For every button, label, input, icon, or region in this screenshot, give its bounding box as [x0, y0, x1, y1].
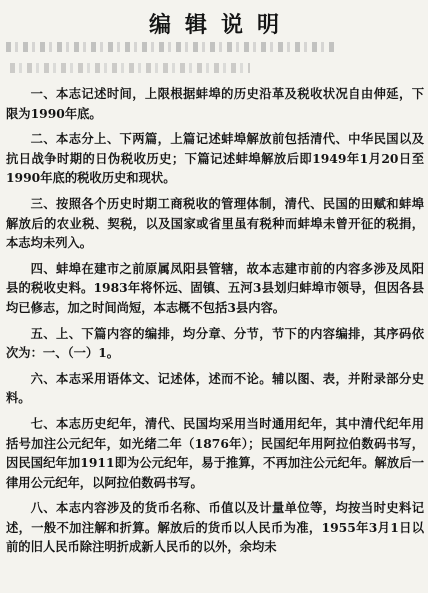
paragraph-7: 七、本志历史纪年，清代、民国均采用当时通用纪年，其中清代纪年用括号加注公元纪年，如光绪二年（1876年）；民国纪年用阿拉伯数码书写，因民国纪年加1911即为公元纪年，易于推算，不再加注公元纪年。解放后一律用公元纪年，以阿拉伯数码书写。 [6, 415, 424, 490]
paragraph-4: 四、蚌埠在建市之前原属凤阳县管辖，故本志建市前的内容多涉及凤阳县的税收史料。1983年将怀远、固镇、五河3县划归蚌埠市领导，但因各县均已修志，加之时间尚短，本志概不包括3县内容。 [6, 260, 424, 315]
paragraph-8: 八、本志内容涉及的货币名称、币值以及计量单位等，均按当时史料记述，一般不加注解和折算。解放后的货币以人民币为准，1955年3月1日以前的旧人民币除注明折成新人民币的以外，余均未 [6, 500, 424, 555]
paragraph-3: 三、按照各个历史时期工商税收的管理体制，清代、民国的田赋和蚌埠解放后的农业税、契税，以及国家或省里虽有税种而蚌埠未曾开征的税捐，本志均未列入。 [6, 195, 424, 251]
document-body [6, 84, 424, 557]
paragraph-6: 六、本志采用语体文、记述体，述而不论。辅以图、表，并附录部分史料。 [6, 370, 424, 406]
paragraph-1: 一、本志记述时间，上限根据蚌埠的历史沿革及税收状况自由伸延，下限为1990年底。 [6, 86, 424, 121]
paragraph-2: 二、本志分上、下两篇，上篇记述蚌埠解放前包括清代、中华民国以及抗日战争时期的日伪税收历史；下篇记述蚌埠解放后即1949年1月20日至1990年底的税收历史和现状。 [6, 131, 424, 186]
document-title: 编辑说明 [148, 12, 293, 38]
faded-print-line [6, 42, 336, 52]
paragraph-5: 五、上、下篇内容的编排，均分章、分节，节下的内容编排，其序码依次为：一、（一）1。 [6, 325, 424, 361]
faded-print-line [10, 63, 250, 73]
